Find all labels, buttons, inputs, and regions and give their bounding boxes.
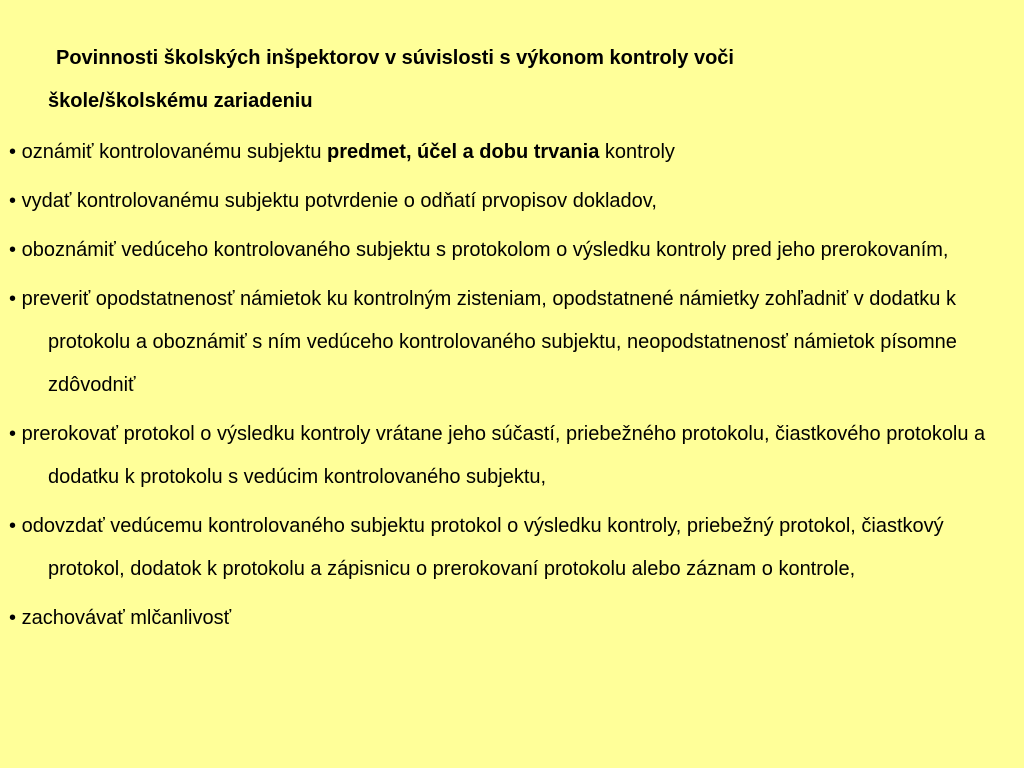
bullet-marker: • bbox=[9, 190, 17, 212]
bullet-text: oznámiť kontrolovanému subjektu bbox=[21, 141, 328, 163]
bullet-marker: • bbox=[9, 239, 17, 261]
bullet-text: odovzdať vedúcemu kontrolovaného subjektu protokol o výsledku kontroly, priebežný protokol, čiastkový protokol, dodatok k protokolu a zápisnicu o prerokovaní protokolu alebo záznam o kontrole, bbox=[21, 515, 944, 580]
bullet-text: zachovávať mlčanlivosť bbox=[21, 607, 232, 629]
bullet-marker: • bbox=[9, 607, 17, 629]
bullet-item bbox=[0, 597, 1024, 640]
bullet-marker: • bbox=[9, 288, 17, 310]
bullet-text: vydať kontrolovanému subjektu potvrdenie o odňatí prvopisov dokladov, bbox=[21, 190, 657, 212]
bullet-marker: • bbox=[9, 423, 17, 445]
bullet-text-emphasis: predmet, účel a dobu trvania bbox=[327, 141, 600, 163]
bullet-text: preveriť opodstatnenosť námietok ku kontrolným zisteniam, opodstatnené námietky zohľadniť v dodatku k protokolu a oboznámiť s ním vedúceho kontrolovaného subjektu, neopodstatnenosť námietok písomne zdôvodniť bbox=[21, 288, 957, 396]
bullet-text: oboznámiť vedúceho kontrolovaného subjektu s protokolom o výsledku kontroly pred jeho prerokovaním, bbox=[21, 239, 949, 261]
bullet-text: prerokovať protokol o výsledku kontroly vrátane jeho súčastí, priebežného protokolu, čiastkového protokolu a dodatku k protokolu s vedúcim kontrolovaného subjektu, bbox=[21, 423, 986, 488]
bullet-marker: • bbox=[9, 141, 17, 163]
slide-title bbox=[48, 37, 948, 123]
bullet-list bbox=[0, 131, 1024, 640]
bullet-item bbox=[0, 180, 1024, 223]
bullet-item bbox=[0, 229, 1024, 272]
bullet-item bbox=[0, 505, 1024, 591]
slide-title-line-1: Povinnosti školských inšpektorov v súvislosti s výkonom kontroly voči bbox=[56, 47, 734, 69]
bullet-item bbox=[0, 413, 1024, 499]
bullet-marker: • bbox=[9, 515, 17, 537]
bullet-item bbox=[0, 278, 1024, 407]
slide-title-line-2: škole/školskému zariadeniu bbox=[48, 90, 313, 112]
bullet-text-tail: kontroly bbox=[599, 141, 675, 163]
bullet-item bbox=[0, 131, 1024, 174]
